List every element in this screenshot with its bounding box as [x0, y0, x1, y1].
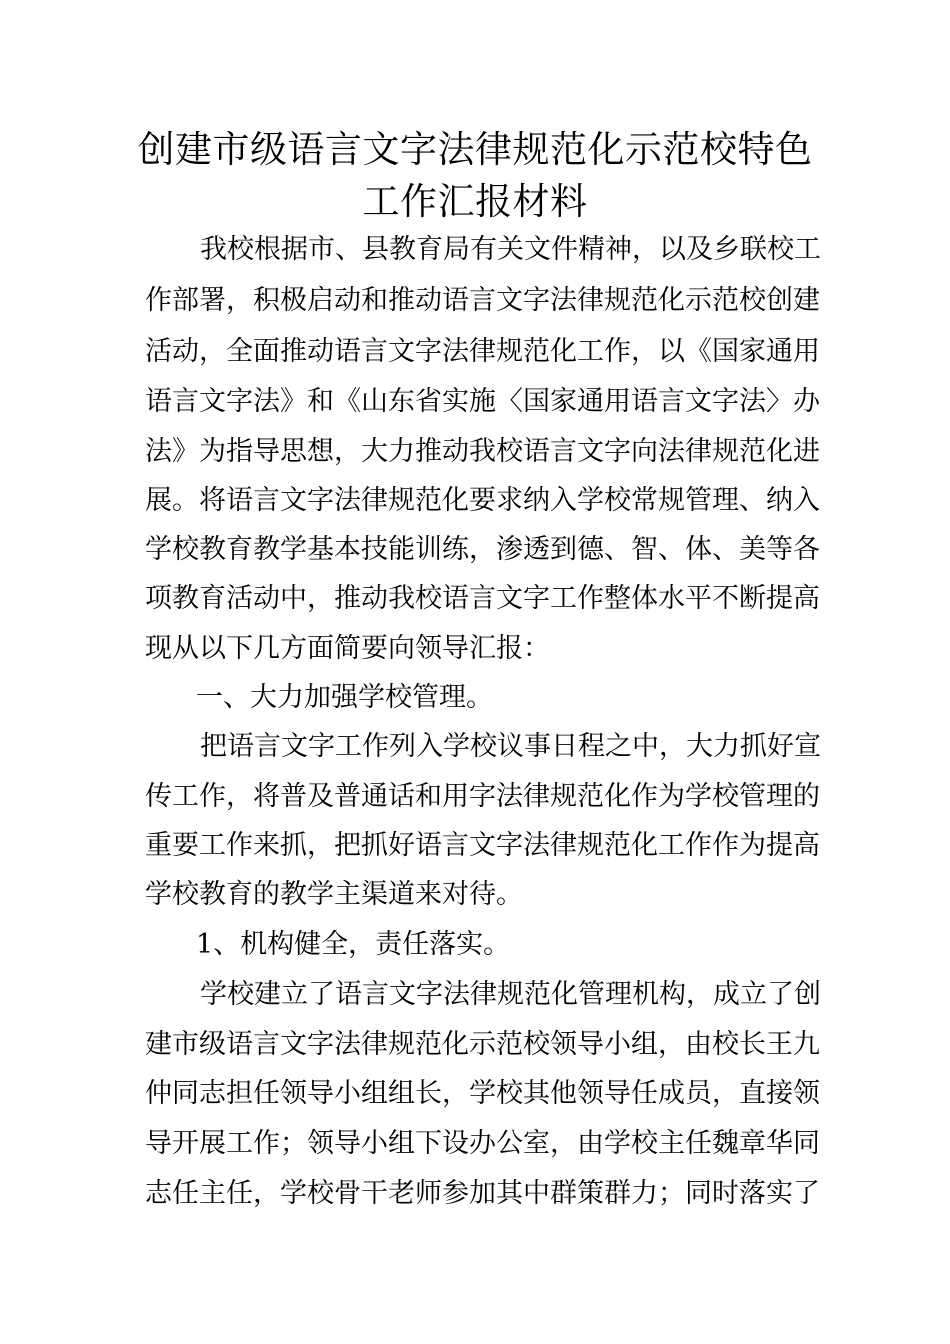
paragraph-2-line-4: 学校教育的教学主渠道来对待。 [145, 879, 523, 910]
paragraph-1-line-7: 学校教育教学基本技能训练，渗透到德、智、体、美等各 [145, 534, 820, 565]
paragraph-3-line-3: 仲同志担任领导小组组长，学校其他领导任成员，直接领 [145, 1078, 820, 1109]
paragraph-1-line-4: 语言文字法》和《山东省实施〈国家通用语言文字法〉办 [145, 386, 820, 417]
paragraph-3-line-5: 志任主任，学校骨干老师参加其中群策群力；同时落实了 [145, 1178, 820, 1209]
paragraph-1-line-3: 活动，全面推动语言文字法律规范化工作，以《国家通用 [145, 336, 820, 367]
paragraph-1-line-9: 现从以下几方面简要向领导汇报： [145, 633, 550, 664]
paragraph-3-line-1: 学校建立了语言文字法律规范化管理机构，成立了创 [200, 979, 821, 1010]
section-heading-1: 一、大力加强学校管理。 [196, 682, 493, 713]
paragraph-3-line-2: 建市级语言文字法律规范化示范校领导小组，由校长王九 [145, 1029, 820, 1060]
document-title-line-2: 工作汇报材料 [362, 180, 588, 223]
paragraph-1-line-6: 展。将语言文字法律规范化要求纳入学校常规管理、纳入 [145, 485, 820, 516]
section-heading-2: 1、机构健全，责任落实。 [196, 929, 511, 960]
paragraph-1-line-8: 项教育活动中，推动我校语言文字工作整体水平不断提高 [145, 583, 820, 614]
paragraph-1-line-1: 我校根据市、县教育局有关文件精神，以及乡联校工 [200, 234, 821, 265]
paragraph-1-line-5: 法》为指导思想，大力推动我校语言文字向法律规范化进 [145, 436, 820, 467]
paragraph-2-line-3: 重要工作来抓，把抓好语言文字法律规范化工作作为提高 [145, 830, 820, 861]
paragraph-2-line-2: 传工作，将普及普通话和用字法律规范化作为学校管理的 [145, 781, 820, 812]
paragraph-3-line-4: 导开展工作；领导小组下设办公室，由学校主任魏章华同 [145, 1128, 820, 1159]
paragraph-2-line-1: 把语言文字工作列入学校议事日程之中，大力抓好宣 [200, 731, 821, 762]
document-title-line-1: 创建市级语言文字法律规范化示范校特色 [137, 128, 813, 171]
paragraph-1-line-2: 作部署，积极启动和推动语言文字法律规范化示范校创建 [145, 285, 820, 316]
